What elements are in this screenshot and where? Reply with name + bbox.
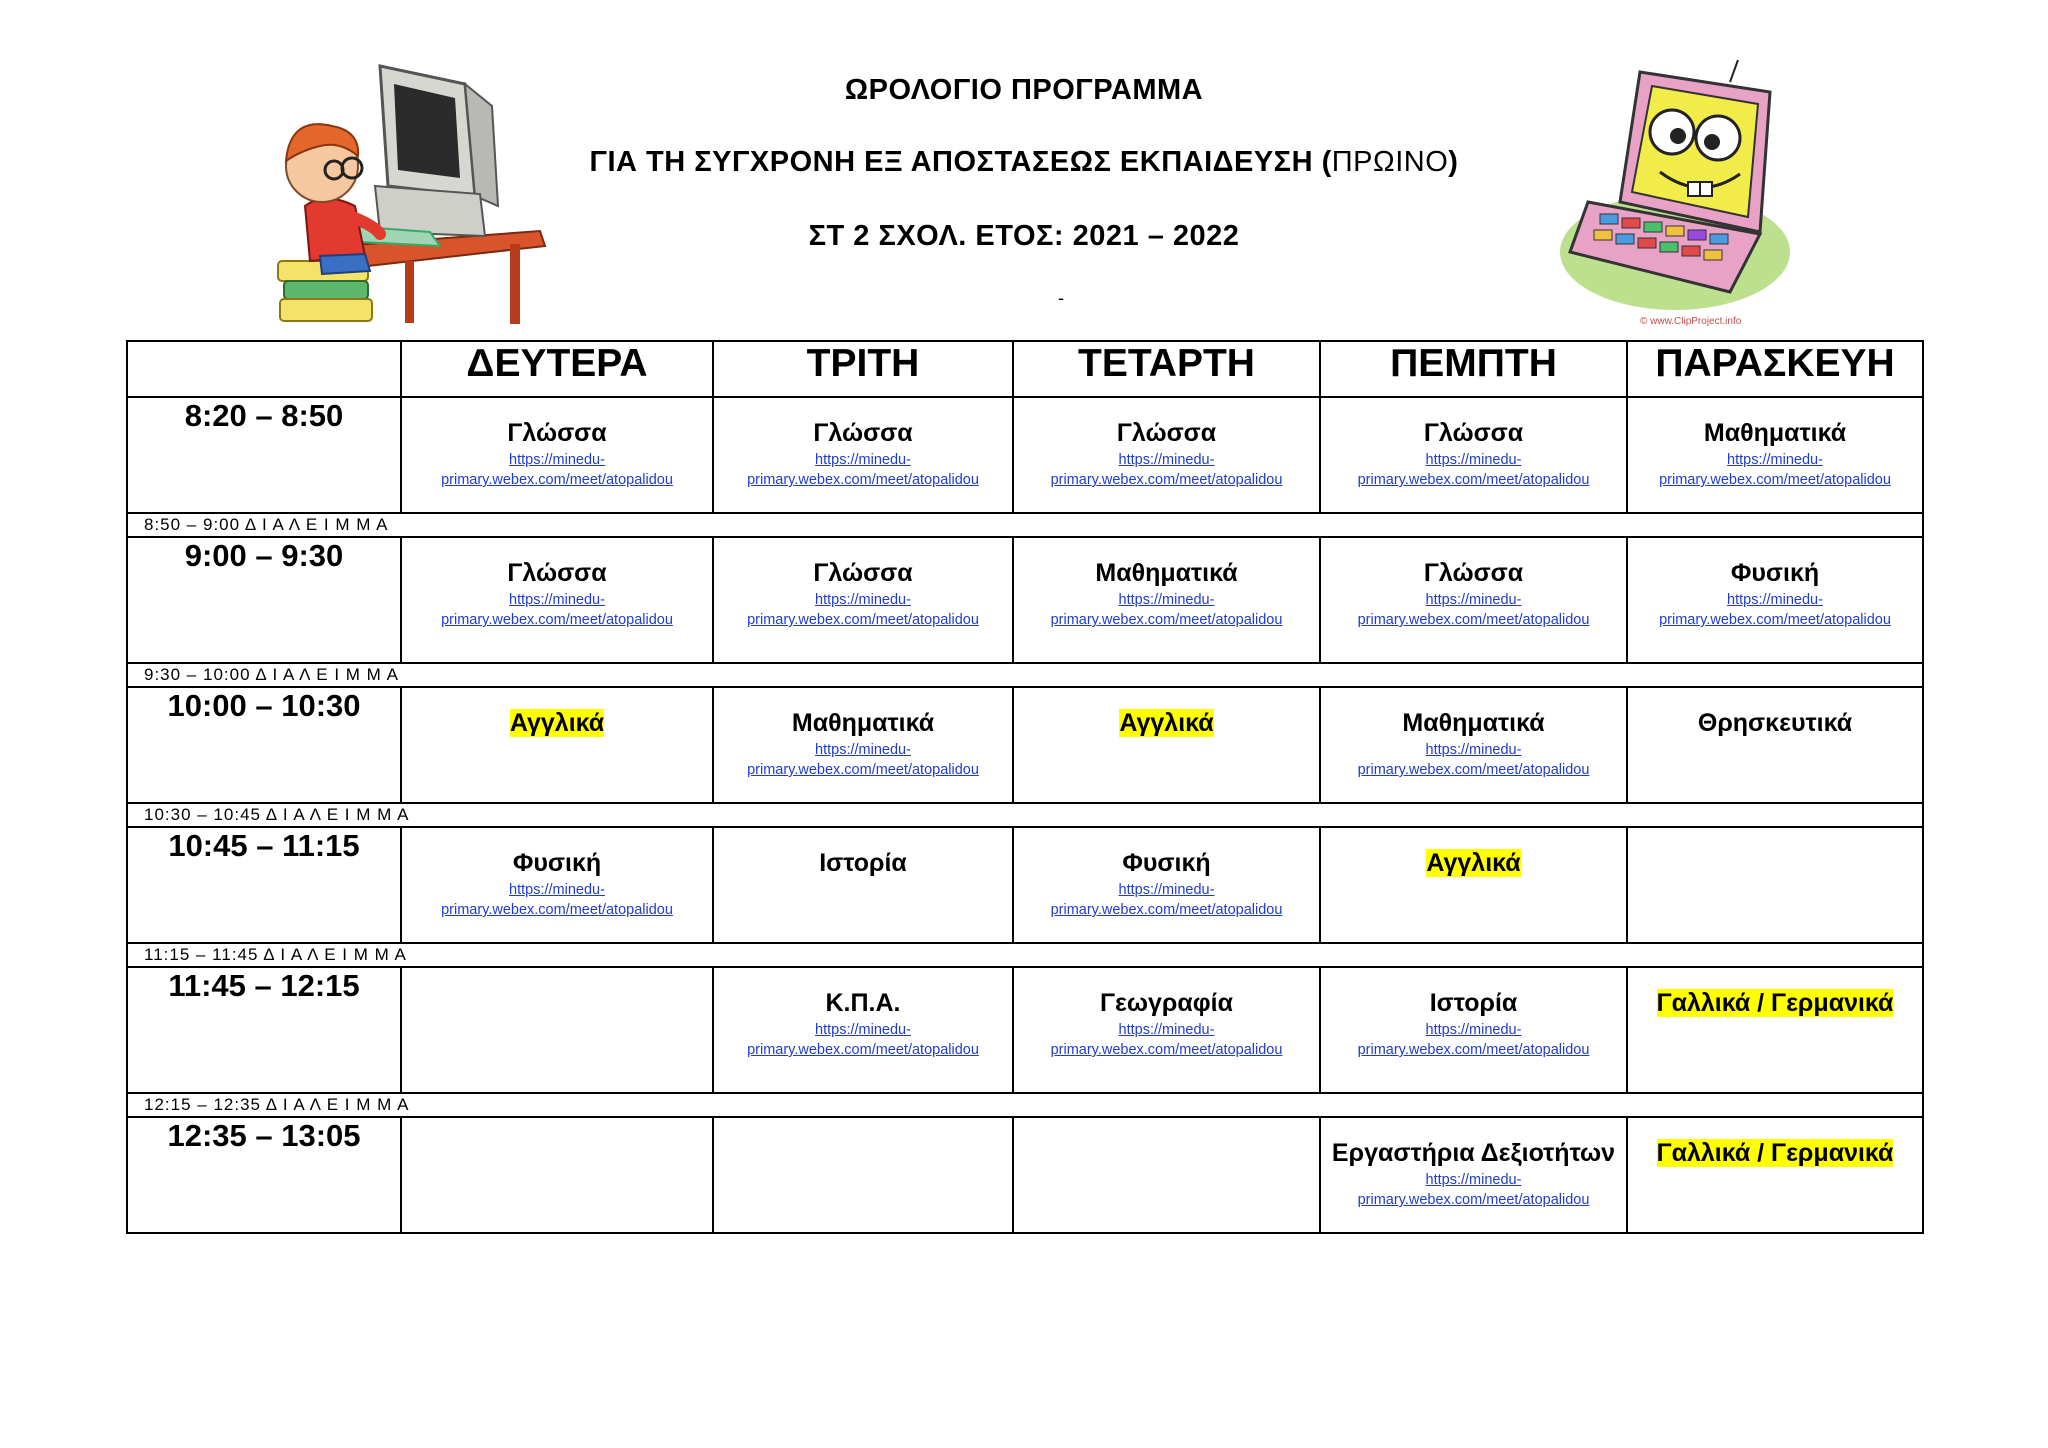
lesson-cell-monday [401, 687, 713, 803]
webex-link-line1[interactable]: https://minedu- [815, 742, 911, 758]
webex-link-line1[interactable]: https://minedu- [509, 452, 605, 468]
webex-link-line2[interactable]: primary.webex.com/meet/atopalidou [1357, 472, 1590, 488]
subject-label [714, 558, 1012, 588]
subject-text: Γεωγραφία [1100, 989, 1233, 1017]
break-row [127, 1093, 1923, 1117]
subject-text: Γλώσσα [813, 559, 913, 587]
subject-label [402, 418, 712, 448]
period-row [127, 397, 1923, 513]
day-tuesday: ΤΡΙΤΗ [713, 341, 1013, 397]
period-time: 9:00 – 9:30 [127, 537, 401, 663]
subject-text: Γλώσσα [1423, 559, 1524, 587]
webex-link-line1[interactable]: https://minedu- [1425, 742, 1522, 758]
break-row [127, 803, 1923, 827]
day-wednesday: ΤΕΤΑΡΤΗ [1013, 341, 1320, 397]
webex-link-line2[interactable]: primary.webex.com/meet/atopalidou [441, 472, 673, 488]
header-row [127, 341, 1923, 397]
boy-computer-illustration [270, 56, 550, 326]
subject-text: Αγγλικά [1119, 709, 1214, 737]
subject-text: Γαλλικά / Γερμανικά [1656, 1139, 1894, 1167]
lesson-cell-thursday [1320, 1117, 1627, 1233]
subject-label [714, 988, 1012, 1018]
period-row [127, 827, 1923, 943]
period-time: 11:45 – 12:15 [127, 967, 401, 1093]
period-row [127, 687, 1923, 803]
period-time: 12:35 – 13:05 [127, 1117, 401, 1233]
lesson-cell-tuesday [713, 397, 1013, 513]
subject-label [1321, 558, 1626, 588]
lesson-cell-tuesday [713, 1117, 1013, 1233]
subject-label [714, 848, 1012, 878]
period-row [127, 1117, 1923, 1233]
subject-text: Μαθηματικά [1095, 559, 1238, 587]
clipart-credit: © www.ClipProject.info [1640, 316, 1742, 327]
title-line-2-main: ΓΙΑ ΤΗ ΣΥΓΧΡΟΝΗ ΕΞ ΑΠΟΣΤΑΣΕΩΣ ΕΚΠΑΙΔΕΥΣΗ ( [589, 146, 1332, 178]
day-friday: ΠΑΡΑΣΚΕΥΗ [1627, 341, 1923, 397]
subject-label [1628, 708, 1922, 738]
lesson-cell-tuesday [713, 967, 1013, 1093]
corner-cell [127, 341, 401, 397]
lesson-cell-tuesday [713, 827, 1013, 943]
break-label: 9:30 – 10:00 Δ Ι Α Λ Ε Ι Μ Μ Α [127, 663, 1923, 687]
webex-link-line2[interactable]: primary.webex.com/meet/atopalidou [1050, 902, 1283, 918]
lesson-cell-friday [1627, 1117, 1923, 1233]
webex-link-line2[interactable]: primary.webex.com/meet/atopalidou [1357, 1042, 1590, 1058]
lesson-cell-thursday [1320, 967, 1627, 1093]
lesson-cell-wednesday [1013, 687, 1320, 803]
subject-text: Αγγλικά [1426, 849, 1521, 877]
webex-link-line1[interactable]: https://minedu- [1425, 592, 1522, 608]
lesson-cell-friday [1627, 537, 1923, 663]
webex-link-line2[interactable]: primary.webex.com/meet/atopalidou [1357, 762, 1590, 778]
subject-text: Αγγλικά [509, 709, 605, 737]
subject-label [714, 418, 1012, 448]
webex-link-line1[interactable]: https://minedu- [1425, 452, 1522, 468]
subject-text: Κ.Π.Α. [825, 989, 901, 1017]
webex-link-line1[interactable]: https://minedu- [1727, 592, 1823, 608]
break-label: 8:50 – 9:00 Δ Ι Α Λ Ε Ι Μ Μ Α [127, 513, 1923, 537]
subject-label [1014, 418, 1319, 448]
subject-text: Μαθηματικά [791, 709, 935, 737]
lesson-cell-friday [1627, 397, 1923, 513]
subject-label [1321, 418, 1626, 448]
subject-label [1014, 848, 1319, 878]
webex-link-line2[interactable]: primary.webex.com/meet/atopalidou [441, 902, 673, 918]
period-row [127, 967, 1923, 1093]
subject-label [1321, 848, 1626, 878]
lesson-cell-wednesday [1013, 537, 1320, 663]
webex-link-line1[interactable]: https://minedu- [815, 1022, 911, 1038]
lesson-cell-monday [401, 967, 713, 1093]
webex-link-line2[interactable]: primary.webex.com/meet/atopalidou [747, 1042, 979, 1058]
webex-link-line1[interactable]: https://minedu- [1118, 1022, 1215, 1038]
webex-link-line1[interactable]: https://minedu- [815, 592, 911, 608]
subject-text: Γλώσσα [507, 559, 607, 587]
webex-link-line2[interactable]: primary.webex.com/meet/atopalidou [1050, 612, 1283, 628]
lesson-cell-monday [401, 397, 713, 513]
break-label: 12:15 – 12:35 Δ Ι Α Λ Ε Ι Μ Μ Α [127, 1093, 1923, 1117]
title-line-2-end: ) [1448, 146, 1459, 178]
webex-link-line2[interactable]: primary.webex.com/meet/atopalidou [747, 472, 979, 488]
webex-link-line1[interactable]: https://minedu- [1118, 592, 1215, 608]
webex-link-line2[interactable]: primary.webex.com/meet/atopalidou [1357, 612, 1590, 628]
webex-link-line1[interactable]: https://minedu- [815, 452, 911, 468]
subject-label [402, 708, 712, 738]
subject-text: Εργαστήρια Δεξιοτήτων [1331, 1139, 1616, 1167]
subject-text: Φυσική [512, 849, 602, 877]
subject-text: Γλώσσα [1423, 419, 1524, 447]
webex-link-line2[interactable]: primary.webex.com/meet/atopalidou [1050, 472, 1283, 488]
timetable-body [127, 397, 1923, 1233]
lesson-cell-wednesday [1013, 827, 1320, 943]
lesson-cell-thursday [1320, 397, 1627, 513]
header-dash: - [1058, 288, 1064, 308]
lesson-cell-tuesday [713, 687, 1013, 803]
lesson-cell-wednesday [1013, 397, 1320, 513]
lesson-cell-monday [401, 1117, 713, 1233]
subject-text: Θρησκευτικά [1697, 709, 1853, 737]
break-label: 10:30 – 10:45 Δ Ι Α Λ Ε Ι Μ Μ Α [127, 803, 1923, 827]
webex-link-line2[interactable]: primary.webex.com/meet/atopalidou [441, 612, 673, 628]
subject-label [1628, 988, 1922, 1018]
period-time: 10:00 – 10:30 [127, 687, 401, 803]
lesson-cell-thursday [1320, 537, 1627, 663]
timetable [126, 340, 1924, 1234]
lesson-cell-tuesday [713, 537, 1013, 663]
title-line-2-shift: ΠΡΩΙΝΟ [1331, 146, 1449, 178]
subject-label [1321, 988, 1626, 1018]
subject-text: Μαθηματικά [1703, 419, 1847, 447]
subject-text: Φυσική [1122, 849, 1211, 877]
subject-text: Μαθηματικά [1402, 709, 1545, 737]
period-time: 8:20 – 8:50 [127, 397, 401, 513]
webex-link-line2[interactable]: primary.webex.com/meet/atopalidou [747, 762, 979, 778]
subject-label [1014, 558, 1319, 588]
page-header [0, 0, 2048, 340]
lesson-cell-thursday [1320, 687, 1627, 803]
subject-label [1628, 558, 1922, 588]
lesson-cell-friday [1627, 687, 1923, 803]
webex-link-line1[interactable]: https://minedu- [1118, 882, 1215, 898]
subject-text: Γλώσσα [507, 419, 607, 447]
webex-link-line1[interactable]: https://minedu- [1425, 1022, 1522, 1038]
lesson-cell-wednesday [1013, 967, 1320, 1093]
subject-text: Φυσική [1730, 559, 1820, 587]
break-row [127, 943, 1923, 967]
break-row [127, 513, 1923, 537]
lesson-cell-wednesday [1013, 1117, 1320, 1233]
webex-link-line1[interactable]: https://minedu- [509, 882, 605, 898]
day-thursday: ΠΕΜΠΤΗ [1320, 341, 1627, 397]
webex-link-line1[interactable]: https://minedu- [509, 592, 605, 608]
lesson-cell-friday [1627, 967, 1923, 1093]
subject-label [1628, 1138, 1922, 1168]
subject-text: Ιστορία [1429, 989, 1518, 1017]
lesson-cell-monday [401, 827, 713, 943]
day-monday: ΔΕΥΤΕΡΑ [401, 341, 713, 397]
webex-link-line2[interactable]: primary.webex.com/meet/atopalidou [1357, 1192, 1590, 1208]
subject-label [1628, 418, 1922, 448]
title-line-1: ΩΡΟΛΟΓΙΟ ΠΡΟΓΡΑΜΜΑ [844, 74, 1204, 106]
subject-label [1014, 988, 1319, 1018]
subject-label [1014, 708, 1319, 738]
subject-text: Γαλλικά / Γερμανικά [1656, 989, 1894, 1017]
subject-label [1321, 1138, 1626, 1168]
break-label: 11:15 – 11:45 Δ Ι Α Λ Ε Ι Μ Μ Α [127, 943, 1923, 967]
webex-link-line2[interactable]: primary.webex.com/meet/atopalidou [1659, 612, 1891, 628]
subject-label [714, 708, 1012, 738]
lesson-cell-monday [401, 537, 713, 663]
break-row [127, 663, 1923, 687]
subject-text: Γλώσσα [1116, 419, 1217, 447]
period-time: 10:45 – 11:15 [127, 827, 401, 943]
title-line-3: ΣΤ 2 ΣΧΟΛ. ΕΤΟΣ: 2021 – 2022 [808, 220, 1240, 252]
webex-link-line1[interactable]: https://minedu- [1425, 1172, 1522, 1188]
webex-link-line2[interactable]: primary.webex.com/meet/atopalidou [1050, 1042, 1283, 1058]
period-row [127, 537, 1923, 663]
subject-text: Γλώσσα [813, 419, 913, 447]
laptop-character-illustration [1560, 52, 1800, 332]
webex-link-line2[interactable]: primary.webex.com/meet/atopalidou [1659, 472, 1891, 488]
subject-label [402, 848, 712, 878]
subject-text: Ιστορία [819, 849, 907, 877]
webex-link-line1[interactable]: https://minedu- [1118, 452, 1215, 468]
webex-link-line2[interactable]: primary.webex.com/meet/atopalidou [747, 612, 979, 628]
subject-label [402, 558, 712, 588]
webex-link-line1[interactable]: https://minedu- [1727, 452, 1823, 468]
subject-label [1321, 708, 1626, 738]
lesson-cell-friday [1627, 827, 1923, 943]
lesson-cell-thursday [1320, 827, 1627, 943]
